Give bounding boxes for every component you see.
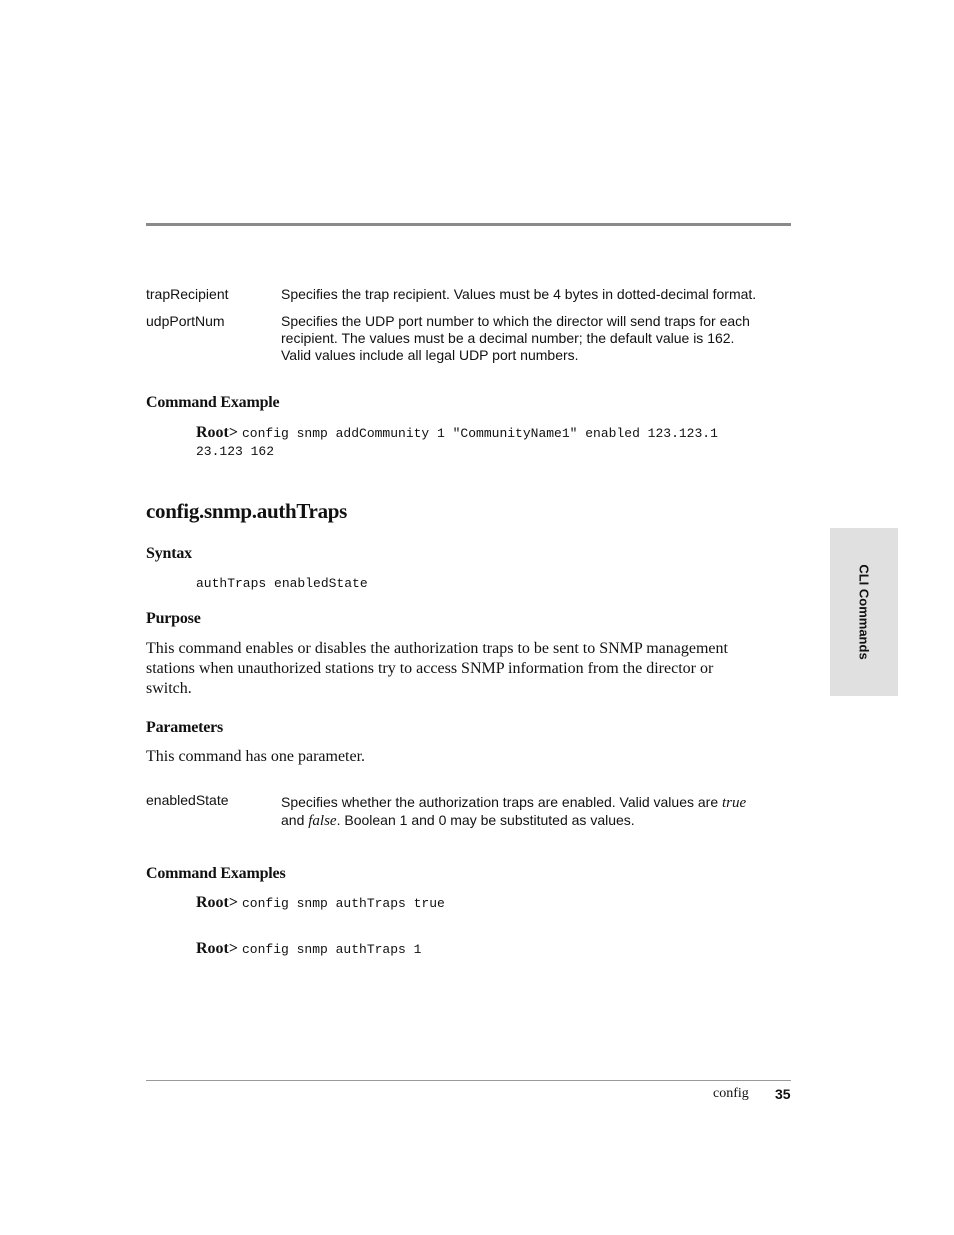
param-desc-line: recipient. The values must be a decimal number; the default value is 162. — [281, 330, 735, 346]
header-rule — [146, 223, 791, 226]
command-example-2 — [196, 940, 421, 958]
param-value-false: false — [308, 813, 337, 829]
prompt-label: Root> — [196, 424, 238, 441]
param-desc-text: . Boolean 1 and 0 may be substituted as values. — [336, 812, 635, 828]
param-desc-text: and — [281, 812, 309, 828]
command-example-line2: 23.123 162 — [196, 444, 275, 459]
parameters-heading: Parameters — [146, 719, 224, 736]
section-title: config.snmp.authTraps — [146, 499, 348, 523]
purpose-text — [146, 639, 766, 699]
side-tab — [830, 528, 898, 696]
prompt-label: Root> — [196, 894, 238, 911]
command-example-heading: Command Example — [146, 394, 280, 411]
command-examples-heading: Command Examples — [146, 865, 286, 882]
purpose-line: stations when unauthorized stations try to access SNMP information from the director or — [146, 660, 714, 677]
parameters-intro: This command has one parameter. — [146, 748, 366, 765]
param-desc-line: Valid values include all legal UDP port numbers. — [281, 347, 579, 363]
footer-section-name: config — [713, 1086, 749, 1101]
command-example-1 — [196, 894, 445, 912]
param-name-enabledstate: enabledState — [146, 792, 229, 808]
code-text: config snmp authTraps 1 — [242, 942, 422, 957]
prompt-label: Root> — [196, 940, 238, 957]
code-text: config snmp authTraps true — [242, 896, 445, 911]
param-name-udpportnum: udpPortNum — [146, 313, 225, 329]
purpose-line: This command enables or disables the authorization traps to be sent to SNMP management — [146, 640, 728, 657]
purpose-heading: Purpose — [146, 610, 201, 627]
purpose-line: switch. — [146, 680, 192, 697]
code-text: config snmp addCommunity 1 "CommunityName1" enabled 123.123.1 — [242, 426, 718, 441]
param-name-traprecipient: trapRecipient — [146, 286, 229, 302]
param-desc-line: Specifies the UDP port number to which the director will send traps for each — [281, 313, 750, 329]
syntax-code: authTraps enabledState — [196, 576, 368, 591]
param-value-true: true — [722, 795, 747, 811]
param-desc-text: Specifies whether the authorization traps are enabled. Valid values are — [281, 794, 723, 810]
footer-rule — [146, 1080, 791, 1081]
param-desc-traprecipient: Specifies the trap recipient. Values must be 4 bytes in dotted-decimal format. — [281, 286, 757, 302]
side-tab-label: CLI Commands — [856, 564, 872, 660]
param-desc-enabledstate — [281, 794, 766, 830]
syntax-heading: Syntax — [146, 545, 192, 562]
command-example-line1 — [196, 424, 718, 442]
param-desc-udpportnum — [281, 313, 766, 364]
page-number: 35 — [775, 1086, 791, 1102]
